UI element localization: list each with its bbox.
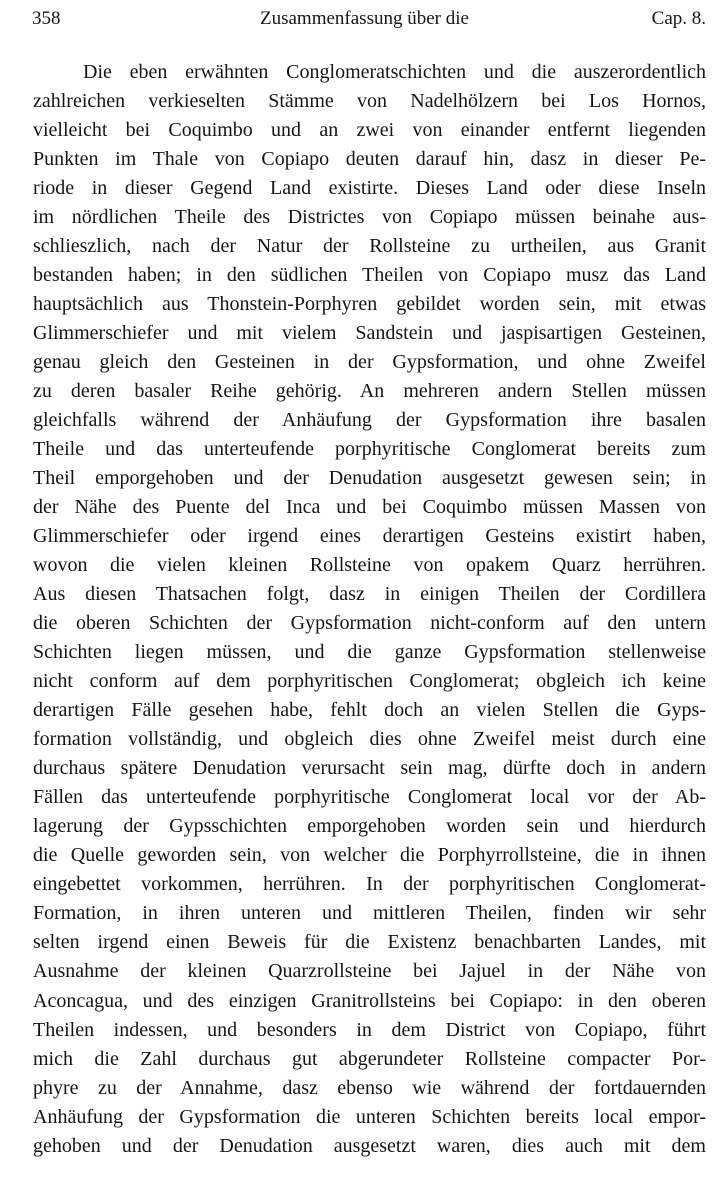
text-line: Die eben erwähnten Conglomeratschichten und die auszerordentlich bbox=[83, 61, 706, 83]
text-line: im nördlichen Theile des Districtes von Copiapo müssen beinahe aus- bbox=[33, 206, 706, 229]
text-line: Aconcagua, und des einzigen Granitrollsteins bei Copiapo: in den oberen bbox=[33, 989, 706, 1012]
text-line: der Nähe des Puente del Inca und bei Coquimbo müssen Massen von bbox=[33, 496, 706, 519]
running-title: Zusammenfassung über die bbox=[260, 8, 469, 29]
text-line: Theile und das unterteufende porphyritische Conglomerat bereits zum bbox=[33, 438, 706, 461]
text-line: gehoben und der Denudation ausgesetzt waren, dies auch mit dem bbox=[33, 1134, 706, 1157]
text-line: mich die Zahl durchaus gut abgerundeter Rollsteine compacter Por- bbox=[33, 1047, 706, 1070]
text-line: Schichten liegen müssen, und die ganze Gypsformation stellenweise bbox=[33, 641, 706, 664]
text-line: Glimmerschiefer oder irgend eines derartigen Gesteins existirt haben, bbox=[33, 525, 706, 548]
text-line: wovon die vielen kleinen Rollsteine von opakem Quarz herrühren. bbox=[33, 554, 706, 577]
text-line: Glimmerschiefer und mit vielem Sandstein und jaspisartigen Gesteinen, bbox=[33, 322, 706, 345]
text-line: eingebettet vorkommen, herrühren. In der porphyritischen Conglomerat- bbox=[33, 873, 706, 896]
text-line: derartigen Fälle gesehen habe, fehlt doch an vielen Stellen die Gyps- bbox=[33, 699, 706, 722]
text-line: phyre zu der Annahme, dasz ebenso wie während der fortdauernden bbox=[33, 1076, 706, 1099]
text-line: vielleicht bei Coquimbo und an zwei von einander entfernt liegenden bbox=[33, 119, 706, 142]
text-line: hauptsächlich aus Thonstein-Porphyren gebildet worden sein, mit etwas bbox=[33, 293, 706, 316]
running-header bbox=[32, 8, 706, 38]
text-line: genau gleich den Gesteinen in der Gypsformation, und ohne Zweifel bbox=[33, 351, 706, 374]
text-line: zu deren basaler Reihe gehörig. An mehreren andern Stellen müssen bbox=[33, 380, 706, 403]
text-line: Aus diesen Thatsachen folgt, dasz in einigen Theilen der Cordillera bbox=[33, 583, 706, 606]
text-line: die oberen Schichten der Gypsformation nicht-conform auf den untern bbox=[33, 612, 706, 635]
page-number: 358 bbox=[32, 8, 61, 29]
text-line: Punkten im Thale von Copiapo deuten darauf hin, dasz in dieser Pe- bbox=[33, 148, 706, 171]
text-line: riode in dieser Gegend Land existirte. Dieses Land oder diese Inseln bbox=[33, 177, 706, 200]
text-line: lagerung der Gypsschichten emporgehoben worden sein und hierdurch bbox=[33, 815, 706, 838]
text-line: gleichfalls während der Anhäufung der Gypsformation ihre basalen bbox=[33, 409, 706, 432]
text-line: Formation, in ihren unteren und mittleren Theilen, finden wir sehr bbox=[33, 902, 706, 925]
text-line: formation vollständig, und obgleich dies ohne Zweifel meist durch eine bbox=[33, 728, 706, 751]
text-line: schlieszlich, nach der Natur der Rollsteine zu urtheilen, aus Granit bbox=[33, 235, 706, 258]
text-line: durchaus spätere Denudation verursacht sein mag, dürfte doch in andern bbox=[33, 757, 706, 780]
text-line: Anhäufung der Gypsformation die unteren Schichten bereits local empor- bbox=[33, 1105, 706, 1128]
text-line: Fällen das unterteufende porphyritische Conglomerat local vor der Ab- bbox=[33, 786, 706, 809]
text-line: Ausnahme der kleinen Quarzrollsteine bei Jajuel in der Nähe von bbox=[33, 960, 706, 983]
body-paragraph bbox=[33, 58, 706, 1161]
text-line: Theilen indessen, und besonders in dem District von Copiapo, führt bbox=[33, 1018, 706, 1041]
text-line: bestanden haben; in den südlichen Theilen von Copiapo musz das Land bbox=[33, 264, 706, 287]
text-line: zahlreichen verkieselten Stämme von Nadelhölzern bei Los Hornos, bbox=[33, 90, 706, 113]
text-line: Theil emporgehoben und der Denudation ausgesetzt gewesen sein; in bbox=[33, 467, 706, 490]
text-line: nicht conform auf dem porphyritischen Conglomerat; obgleich ich keine bbox=[33, 670, 706, 693]
text-line: die Quelle geworden sein, von welcher die Porphyrrollsteine, die in ihnen bbox=[33, 844, 706, 867]
chapter-reference: Cap. 8. bbox=[651, 8, 706, 29]
text-line: selten irgend einen Beweis für die Existenz benachbarten Landes, mit bbox=[33, 931, 706, 954]
